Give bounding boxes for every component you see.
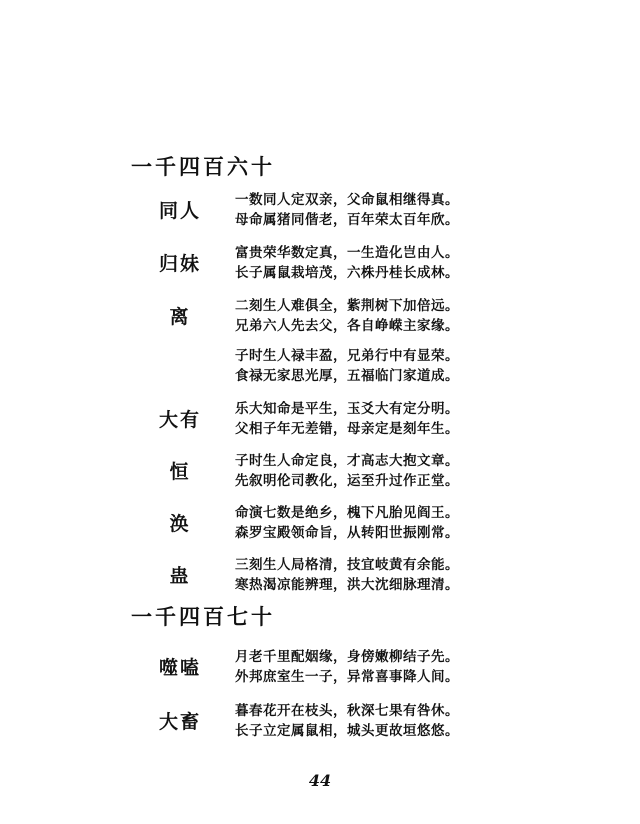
verse-line: 一数同人定双亲，父命鼠相继得真。 xyxy=(235,192,459,208)
section-heading: 一千四百六十 xyxy=(131,154,275,179)
verse-line: 母命属猪同偕老，百年荣太百年欣。 xyxy=(235,212,459,228)
verse-line: 乐大知命是平生，玉爻大有定分明。 xyxy=(235,401,459,417)
verse-entry xyxy=(0,399,640,443)
verse-line: 子时生人命定良，才高志大抱文章。 xyxy=(235,453,459,469)
hexagram-name: 恒 xyxy=(169,461,191,483)
verse-line: 食禄无家思光厚，五福临门家道成。 xyxy=(235,368,459,384)
verse-line: 二刻生人难俱全，紫荆树下加倍远。 xyxy=(235,298,459,314)
hexagram-name: 涣 xyxy=(169,513,191,535)
verse-line: 长子属鼠栽培茂，六株丹桂长成林。 xyxy=(235,265,459,281)
verse-entry xyxy=(0,243,640,287)
verse-entry xyxy=(0,701,640,745)
verse-line: 外邦庶室生一子，异常喜事降人间。 xyxy=(235,669,459,685)
verse-line: 兄弟六人先去父，各自峥嵘主家缘。 xyxy=(235,318,459,334)
verse-line: 月老千里配姻缘，身傍嫩柳结子先。 xyxy=(235,649,459,665)
hexagram-name: 离 xyxy=(169,306,191,328)
verse-entry xyxy=(0,647,640,691)
verse-line: 命演七数是绝乡，槐下凡胎见阎王。 xyxy=(235,505,459,521)
verse-entry xyxy=(0,451,640,495)
verse-entry xyxy=(0,555,640,599)
verse-entry xyxy=(0,190,640,234)
verse-line: 三刻生人局格清，技宜岐黄有余能。 xyxy=(235,557,459,573)
verse-line: 子时生人禄丰盈，兄弟行中有显荣。 xyxy=(235,348,459,364)
hexagram-name: 归妹 xyxy=(158,253,201,275)
verse-line: 森罗宝殿领命旨，从转阳世振刚常。 xyxy=(235,525,459,541)
page-number: 44 xyxy=(308,771,332,790)
hexagram-name: 大畜 xyxy=(158,711,201,733)
verse-entry xyxy=(0,346,640,390)
verse-line: 暮春花开在枝头，秋深七果有咎休。 xyxy=(235,703,459,719)
verse-entry xyxy=(0,503,640,547)
verse-line: 富贵荣华数定真，一生造化岂由人。 xyxy=(235,245,459,261)
section-heading: 一千四百七十 xyxy=(131,604,275,629)
verse-line: 父相子年无差错，母亲定是刻年生。 xyxy=(235,421,459,437)
hexagram-name: 噬嗑 xyxy=(158,657,201,679)
verse-line: 先叙明伦司教化，运至升过作正堂。 xyxy=(235,473,459,489)
verse-line: 寒热渴凉能辨理，洪大沈细脉理清。 xyxy=(235,577,459,593)
hexagram-name: 蛊 xyxy=(169,565,191,587)
verse-entry xyxy=(0,296,640,340)
verse-line: 长子立定属鼠相，城头更故垣悠悠。 xyxy=(235,723,459,739)
hexagram-name: 大有 xyxy=(158,409,201,431)
hexagram-name: 同人 xyxy=(158,200,201,222)
